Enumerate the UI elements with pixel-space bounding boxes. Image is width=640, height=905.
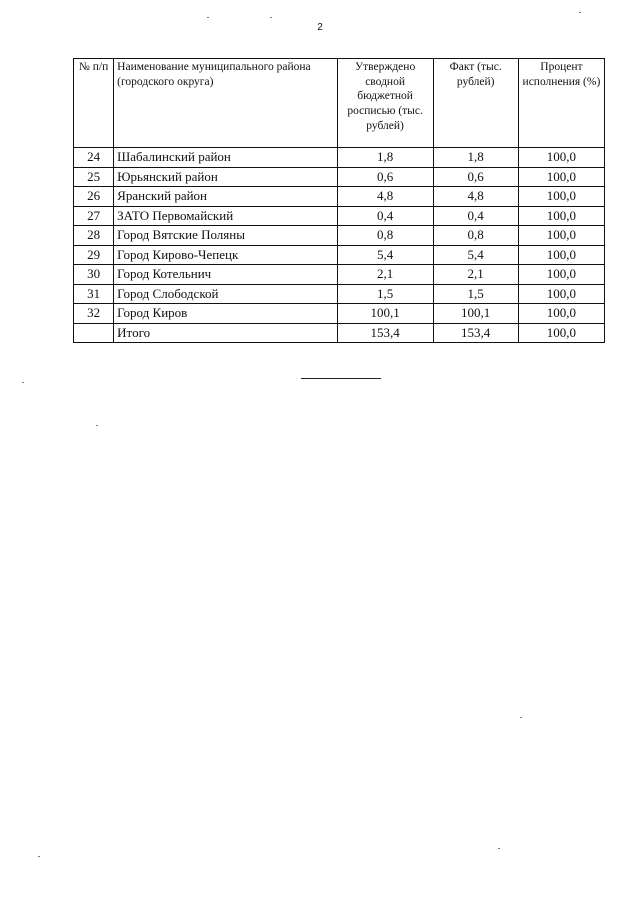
row-fact: 1,5 — [433, 284, 518, 304]
row-num: 32 — [74, 304, 114, 324]
row-num: 28 — [74, 226, 114, 246]
row-percent: 100,0 — [518, 167, 604, 187]
row-percent: 100,0 — [518, 284, 604, 304]
row-name: Город Котельнич — [114, 265, 338, 285]
row-fact: 0,8 — [433, 226, 518, 246]
total-approved: 153,4 — [337, 323, 433, 343]
row-num: 24 — [74, 148, 114, 168]
row-name: Юрьянский район — [114, 167, 338, 187]
row-percent: 100,0 — [518, 265, 604, 285]
row-fact: 4,8 — [433, 187, 518, 207]
scan-speck — [207, 17, 209, 18]
row-name: Город Киров — [114, 304, 338, 324]
total-num — [74, 323, 114, 343]
row-percent: 100,0 — [518, 206, 604, 226]
header-num: № п/п — [74, 59, 114, 148]
row-num: 27 — [74, 206, 114, 226]
row-approved: 2,1 — [337, 265, 433, 285]
table-row — [74, 187, 605, 207]
row-fact: 0,4 — [433, 206, 518, 226]
row-num: 25 — [74, 167, 114, 187]
scan-speck — [579, 12, 581, 13]
row-fact: 5,4 — [433, 245, 518, 265]
row-num: 26 — [74, 187, 114, 207]
scan-speck — [22, 382, 24, 383]
table-row — [74, 245, 605, 265]
total-percent: 100,0 — [518, 323, 604, 343]
header-percent: Процент исполнения (%) — [518, 59, 604, 148]
row-name: Город Слободской — [114, 284, 338, 304]
row-name: Город Кирово-Чепецк — [114, 245, 338, 265]
total-row — [74, 323, 605, 343]
row-name: ЗАТО Первомайский — [114, 206, 338, 226]
row-num: 30 — [74, 265, 114, 285]
scan-speck — [498, 848, 500, 849]
table-row — [74, 167, 605, 187]
row-percent: 100,0 — [518, 226, 604, 246]
table-body — [74, 148, 605, 343]
table-row — [74, 206, 605, 226]
row-percent: 100,0 — [518, 187, 604, 207]
scan-speck — [520, 717, 522, 718]
row-percent: 100,0 — [518, 245, 604, 265]
table-row — [74, 304, 605, 324]
row-fact: 0,6 — [433, 167, 518, 187]
row-approved: 4,8 — [337, 187, 433, 207]
page-number: 2 — [317, 22, 323, 33]
row-num: 31 — [74, 284, 114, 304]
table-header-row — [74, 59, 605, 148]
row-name: Шабалинский район — [114, 148, 338, 168]
row-approved: 0,6 — [337, 167, 433, 187]
row-approved: 0,4 — [337, 206, 433, 226]
row-percent: 100,0 — [518, 148, 604, 168]
row-percent: 100,0 — [518, 304, 604, 324]
row-fact: 2,1 — [433, 265, 518, 285]
row-approved: 1,5 — [337, 284, 433, 304]
row-approved: 5,4 — [337, 245, 433, 265]
header-fact: Факт (тыс. рублей) — [433, 59, 518, 148]
budget-table — [73, 58, 605, 343]
separator-line — [301, 378, 381, 379]
scan-speck — [270, 17, 272, 18]
header-name: Наименование муниципального района (городского округа) — [114, 59, 338, 148]
row-name: Яранский район — [114, 187, 338, 207]
table-row — [74, 148, 605, 168]
header-approved: Утверждено сводной бюджетной росписью (тыс. рублей) — [337, 59, 433, 148]
table-row — [74, 284, 605, 304]
row-approved: 100,1 — [337, 304, 433, 324]
row-num: 29 — [74, 245, 114, 265]
row-approved: 1,8 — [337, 148, 433, 168]
scan-speck — [38, 856, 40, 857]
row-fact: 1,8 — [433, 148, 518, 168]
row-approved: 0,8 — [337, 226, 433, 246]
row-name: Город Вятские Поляны — [114, 226, 338, 246]
row-fact: 100,1 — [433, 304, 518, 324]
total-fact: 153,4 — [433, 323, 518, 343]
total-label: Итого — [114, 323, 338, 343]
table-row — [74, 265, 605, 285]
table-row — [74, 226, 605, 246]
scan-speck — [96, 425, 98, 426]
